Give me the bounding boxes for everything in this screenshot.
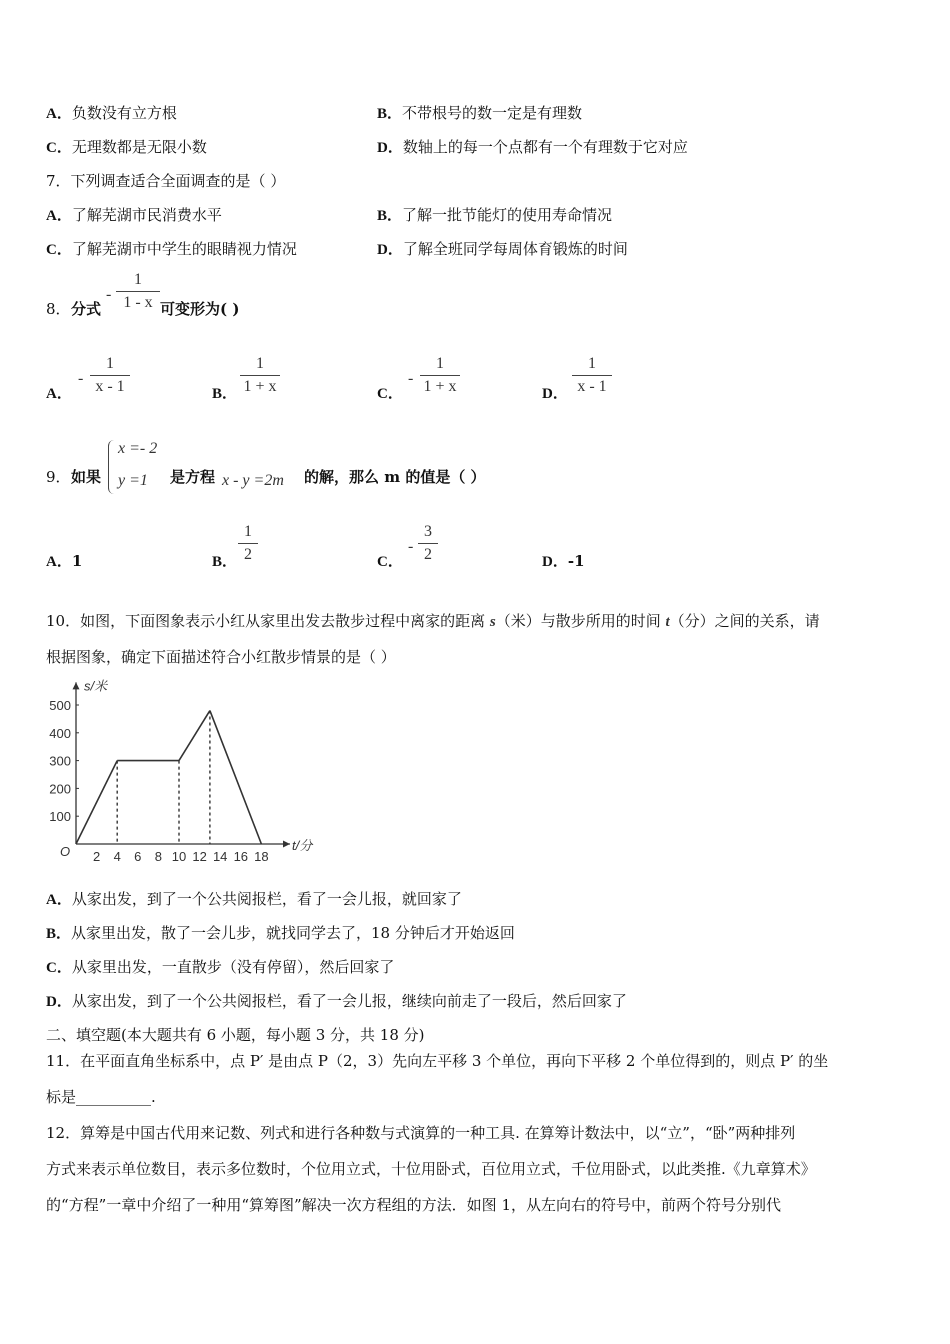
option-letter: B． xyxy=(377,208,403,224)
x-tick-label: 4 xyxy=(113,849,121,864)
option-text: 从家出发，到了一个公共阅报栏，看了一会儿报，继续向前走了一段后，然后回家了 xyxy=(71,992,627,1010)
fraction-numerator: 1 xyxy=(588,355,596,372)
fraction-numerator: 1 xyxy=(436,355,444,372)
option-letter: A． xyxy=(46,208,72,224)
option-letter: B． xyxy=(377,106,403,122)
fraction-numerator: 1 xyxy=(106,355,114,372)
x-tick-label: 8 xyxy=(154,849,163,864)
y-tick-label: 500 xyxy=(49,698,71,713)
option-letter: A． xyxy=(46,892,72,908)
q9-equation-2: y =1 xyxy=(118,472,148,489)
q9-suffix: 的解，那么 m 的值是（ ） xyxy=(304,468,486,486)
q10-stem-pre: 10．如图，下面图象表示小红从家里出发去散步过程中离家的距离 xyxy=(46,612,490,630)
y-axis-label: s/米 xyxy=(84,678,108,694)
option-text: -1 xyxy=(567,552,585,570)
x-tick-label: 14 xyxy=(212,849,228,864)
fraction-denominator: 1 + x xyxy=(243,378,277,395)
option-letter: A． xyxy=(46,106,72,122)
option-text: 从家里出发，散了一会儿步，就找同学去了，18 分钟后才开始返回 xyxy=(71,924,515,942)
q9-option-c xyxy=(377,550,403,571)
q9-mid-text: 是方程 xyxy=(170,468,216,486)
q10-option-d xyxy=(46,990,627,1011)
fraction-denominator: x - 1 xyxy=(577,378,607,395)
y-axis-arrow xyxy=(73,682,80,689)
q11-line-1: 11．在平面直角坐标系中，点 P′ 是由点 P（2，3）先向左平移 3 个单位，再向下平移 2 个单位得到的，则点 P′ 的坐 xyxy=(46,1052,829,1070)
option-letter: C． xyxy=(46,242,72,258)
q9-option-d xyxy=(542,550,585,571)
q10-var-t: t xyxy=(665,614,670,630)
fraction-denominator: 1 - x xyxy=(123,294,153,311)
fraction-numerator: 1 xyxy=(134,271,142,288)
fraction-bar xyxy=(418,543,438,544)
x-tick-label: 12 xyxy=(192,849,207,864)
q11-line-2: 标是__________. xyxy=(46,1088,156,1106)
distance-time-chart xyxy=(40,672,340,872)
q8-option-c xyxy=(377,382,403,403)
q8-prefix: 分式 xyxy=(71,300,102,318)
option-text: 不带根号的数一定是有理数 xyxy=(402,104,583,122)
option-letter: B． xyxy=(212,554,238,570)
fraction-denominator: 2 xyxy=(424,546,432,563)
option-letter: C． xyxy=(377,386,403,402)
q10-stem-post: （分）之间的关系，请 xyxy=(669,612,820,630)
option-text: 从家出发，到了一个公共阅报栏，看了一会儿报，就回家了 xyxy=(71,890,462,908)
option-text: 了解一批节能灯的使用寿命情况 xyxy=(402,206,613,224)
option-text: 了解全班同学每周体育锻炼的时间 xyxy=(402,240,628,258)
fraction-bar xyxy=(238,543,258,544)
x-tick-label: 10 xyxy=(171,849,187,864)
q8-option-a xyxy=(46,382,72,403)
q8-option-d xyxy=(542,382,568,403)
option-letter: A． xyxy=(46,386,72,402)
fraction-bar xyxy=(420,375,460,376)
q7-option-c xyxy=(46,238,297,259)
fraction-denominator: x - 1 xyxy=(95,378,125,395)
option-letter: C． xyxy=(46,960,72,976)
x-tick-label: 2 xyxy=(92,849,101,864)
q7-option-a xyxy=(46,204,222,225)
fraction-bar xyxy=(116,291,160,292)
q8-option-b xyxy=(212,382,237,403)
q8-suffix: 可变形为( ) xyxy=(160,300,240,318)
fraction-denominator: 1 + x xyxy=(423,378,457,395)
q9-option-b-fraction xyxy=(238,522,258,565)
q6-option-c xyxy=(46,136,207,157)
fraction-bar xyxy=(572,375,612,376)
q9-option-a xyxy=(46,550,82,571)
x-tick-label: 18 xyxy=(254,849,269,864)
section-2-title: 二、填空题(本大题共有 6 小题，每小题 3 分，共 18 分) xyxy=(46,1026,425,1044)
q6-option-d xyxy=(377,136,688,157)
q6-option-a xyxy=(46,102,177,123)
q6-option-b xyxy=(377,102,582,123)
x-axis-arrow xyxy=(283,841,290,848)
option-text: 了解芜湖市民消费水平 xyxy=(71,206,222,224)
q8-option-a-fraction xyxy=(90,354,130,397)
q12-line-3: 的“方程”一章中介绍了一种用“算筹图”解决一次方程组的方法．如图 1，从左向右的符号中，前两个符号分别代 xyxy=(46,1196,781,1214)
option-letter: C． xyxy=(377,554,403,570)
q8-option-d-fraction xyxy=(572,354,612,397)
fraction-numerator: 1 xyxy=(244,523,252,540)
x-axis-label: t/分 xyxy=(292,838,313,853)
y-tick-label: 300 xyxy=(49,753,71,769)
series-segment xyxy=(179,711,210,761)
option-text: 了解芜湖市中学生的眼睛视力情况 xyxy=(71,240,297,258)
q8-expr-sign: - xyxy=(106,286,112,303)
q9-system-brace xyxy=(108,440,115,494)
q12-line-2: 方式来表示单位数目，表示多位数时，个位用立式，十位用卧式，百位用立式，千位用卧式，以此类推.《九章算术》 xyxy=(46,1160,816,1178)
series-segment xyxy=(210,711,262,844)
q8-expr-fraction xyxy=(116,270,160,313)
y-tick-label: 100 xyxy=(49,809,71,825)
q8-option-c-fraction xyxy=(420,354,460,397)
option-text: 负数没有立方根 xyxy=(71,104,177,122)
option-letter: B． xyxy=(212,386,238,402)
q9-prefix: 如果 xyxy=(71,468,102,486)
q12-line-1: 12．算筹是中国古代用来记数、列式和进行各种数与式演算的一种工具. 在算筹计数法中，以“立”，“卧”两种排列 xyxy=(46,1124,796,1142)
q10-option-a xyxy=(46,888,462,909)
q9-option-c-fraction xyxy=(418,522,438,565)
q10-var-s: s xyxy=(489,614,496,630)
option-text: 从家里出发，一直散步（没有停留），然后回家了 xyxy=(71,958,395,976)
q7-option-d xyxy=(377,238,628,259)
fraction-bar xyxy=(240,375,280,376)
fraction-numerator: 1 xyxy=(256,355,264,372)
q8-option-a-sign: - xyxy=(78,370,84,387)
option-letter: D． xyxy=(542,554,568,570)
option-text: 无理数都是无限小数 xyxy=(71,138,207,156)
q9-equation: x - y =2m xyxy=(222,472,284,489)
fraction-denominator: 2 xyxy=(244,546,252,563)
option-letter: B． xyxy=(46,926,72,942)
origin-label: O xyxy=(60,844,71,859)
q8-option-c-sign: - xyxy=(408,370,414,387)
option-text: 1 xyxy=(71,552,83,570)
q9-number: 9． xyxy=(46,468,71,486)
x-tick-label: 16 xyxy=(233,849,249,864)
q10-option-c xyxy=(46,956,394,977)
q7-option-b xyxy=(377,204,612,225)
q7-stem: 7．下列调查适合全面调查的是（ ） xyxy=(46,172,286,190)
option-text: 数轴上的每一个点都有一个有理数于它对应 xyxy=(402,138,688,156)
q10-stem-line-2: 根据图象，确定下面描述符合小红散步情景的是（ ） xyxy=(46,648,396,666)
option-letter: D． xyxy=(377,140,403,156)
fraction-numerator: 3 xyxy=(424,523,432,540)
option-letter: C． xyxy=(46,140,72,156)
option-letter: D． xyxy=(46,994,72,1010)
q10-option-b xyxy=(46,922,515,943)
q10-stem-mid: （米）与散步所用的时间 xyxy=(495,612,666,630)
option-letter: D． xyxy=(377,242,403,258)
y-tick-label: 200 xyxy=(49,781,71,797)
x-tick-label: 6 xyxy=(134,849,142,864)
option-letter: A． xyxy=(46,554,72,570)
y-tick-label: 400 xyxy=(49,725,71,741)
q10-stem-line-1 xyxy=(46,610,820,631)
q8-option-b-fraction xyxy=(240,354,280,397)
q8-number: 8． xyxy=(46,300,71,318)
q9-equation-1: x =- 2 xyxy=(118,440,158,457)
q9-option-c-sign: - xyxy=(408,538,414,555)
series-segment xyxy=(76,761,117,844)
q9-option-b xyxy=(212,550,237,571)
option-letter: D． xyxy=(542,386,568,402)
fraction-bar xyxy=(90,375,130,376)
